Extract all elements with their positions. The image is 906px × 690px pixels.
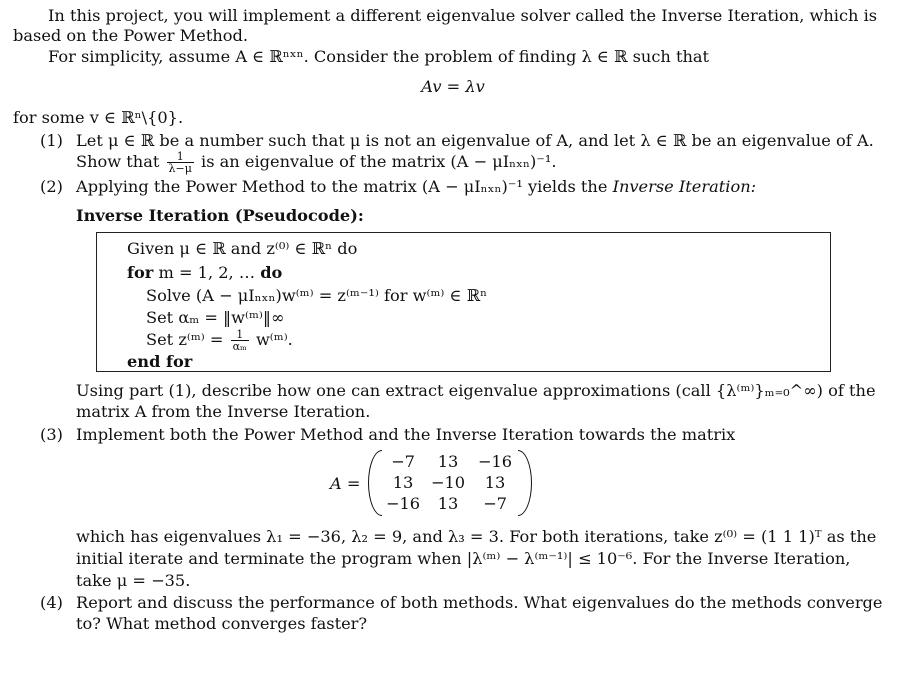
matrix-entry: −7 [391, 452, 415, 471]
pseudocode-end-for: end for [127, 352, 193, 371]
matrix-entry: 13 [437, 452, 459, 471]
normalization-fraction [231, 329, 249, 352]
fraction-denominator: λ−μ [168, 162, 192, 175]
part-2-line-1-text: Applying the Power Method to the matrix (A − μIₙₓₙ)⁻¹ yields the [76, 177, 608, 196]
pseudocode-for-line [127, 263, 282, 283]
part-4-line-1: Report and discuss the performance of both methods. What eigenvalues do the methods converge [76, 593, 883, 612]
normalization-denominator: αₘ [232, 340, 247, 353]
pseudocode-set-z-end: w⁽ᵐ⁾. [255, 330, 293, 349]
part-3-line-1: Implement both the Power Method and the Inverse Iteration towards the matrix [76, 425, 736, 444]
pseudocode-heading: Inverse Iteration (Pseudocode): [76, 206, 364, 225]
pseudocode-do-keyword: do [260, 263, 283, 282]
pseudocode-for-keyword: for [127, 263, 154, 282]
matrix-right-paren [518, 450, 532, 516]
pseudocode-solve: Solve (A − μIₙₓₙ)w⁽ᵐ⁾ = z⁽ᵐ⁻¹⁾ for w⁽ᵐ⁾ ∈ ℝⁿ [146, 286, 488, 305]
part-2-line-1 [76, 177, 756, 197]
intro-line-3: For simplicity, assume A ∈ ℝⁿˣⁿ. Consider the problem of finding λ ∈ ℝ such that [48, 47, 710, 66]
matrix-entry: −7 [483, 494, 507, 513]
part-4-number: (4) [40, 593, 63, 612]
part-2-number: (2) [40, 177, 63, 196]
part-2-after-line-1: Using part (1), describe how one can extract eigenvalue approximations (call {λ⁽ᵐ⁾}ₘ₌₀^∞) of the [76, 381, 876, 400]
matrix-entry: −10 [430, 473, 466, 492]
matrix-left-paren [368, 450, 382, 516]
part-2-after-line-2: matrix A from the Inverse Iteration. [76, 402, 371, 421]
matrix-entry: 13 [437, 494, 459, 513]
normalization-numerator: 1 [231, 329, 249, 341]
pseudocode-given: Given μ ∈ ℝ and z⁽⁰⁾ ∈ ℝⁿ do [127, 239, 358, 258]
inverse-eigen-fraction [167, 151, 194, 174]
part-3-after-line-2: initial iterate and terminate the program when |λ⁽ᵐ⁾ − λ⁽ᵐ⁻¹⁾| ≤ 10⁻⁶. For the Inverse Iteration, [76, 549, 851, 568]
part-1-line-1: Let μ ∈ ℝ be a number such that μ is not an eigenvalue of A, and let λ ∈ ℝ be an eigenvalue of A. [76, 131, 874, 150]
matrix-entry: 13 [484, 473, 506, 492]
pseudocode-set-alpha: Set αₘ = ‖w⁽ᵐ⁾‖∞ [146, 308, 285, 327]
matrix-entry: 13 [392, 473, 414, 492]
part-3-number: (3) [40, 425, 63, 444]
matrix-label: A = [330, 474, 361, 493]
intro-line-1: In this project, you will implement a different eigenvalue solver called the Inverse Iteration, which is [48, 6, 878, 25]
eigen-equation: Av = λv [421, 77, 485, 96]
fraction-numerator: 1 [167, 151, 194, 163]
part-1-show-that: Show that [76, 152, 160, 171]
pseudocode-set-z [146, 329, 293, 352]
pseudocode-set-z-start: Set z⁽ᵐ⁾ = [146, 330, 224, 349]
matrix-entry: −16 [477, 452, 513, 471]
pseudocode-for-range: m = 1, 2, … [158, 263, 256, 282]
matrix-entries [382, 452, 518, 515]
part-3-after-line-3: take μ = −35. [76, 571, 191, 590]
intro-line-2: based on the Power Method. [13, 26, 249, 45]
part-1-line-2-end: is an eigenvalue of the matrix (A − μIₙₓₙ)⁻¹. [201, 152, 557, 171]
intro-line-4: for some v ∈ ℝⁿ\{0}. [13, 108, 184, 127]
part-3-after-line-1: which has eigenvalues λ₁ = −36, λ₂ = 9, and λ₃ = 3. For both iterations, take z⁽⁰⁾ = (1 1 1)ᵀ as the [76, 527, 877, 546]
part-1-number: (1) [40, 131, 63, 150]
part-1-line-2 [76, 151, 557, 174]
part-2-inverse-iteration-term: Inverse Iteration: [612, 177, 757, 196]
part-4-line-2: to? What method converges faster? [76, 614, 368, 633]
matrix-entry: −16 [385, 494, 421, 513]
